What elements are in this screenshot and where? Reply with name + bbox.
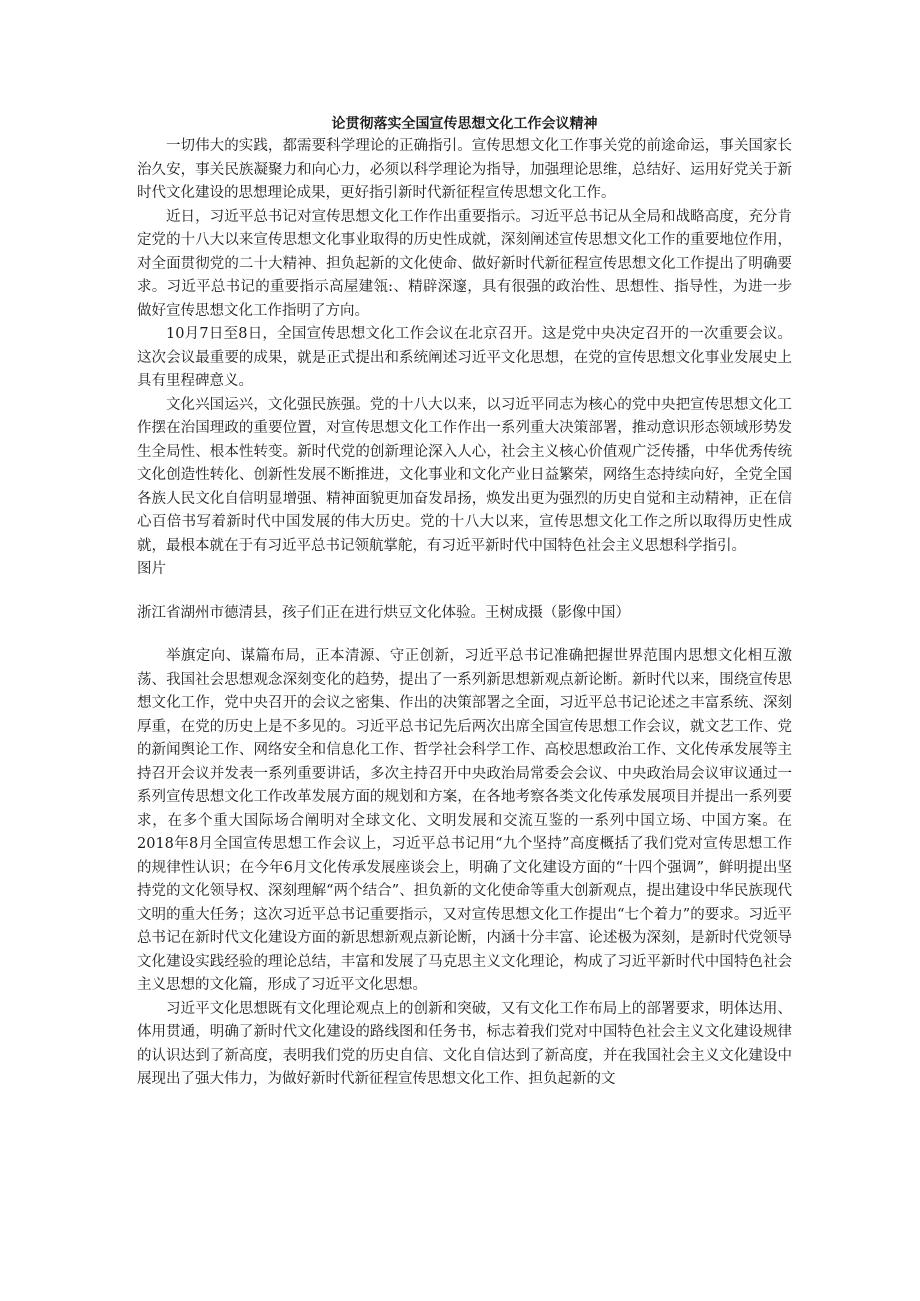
image-caption: 浙江省湖州市德清县，孩子们正在进行烘豆文化体验。王树成摄（影像中国） [137,604,630,621]
paragraph-6: 习近平文化思想既有文化理论观点上的创新和突破，又有文化工作布局上的部署要求，明体达用、体用贯通，明确了新时代文化建设的路线图和任务书，标志着我们党对中国特色社会主义文化建设规律的认识达到了新高度，表明我们党的历史自信、文化自信达到了新高度，并在我国社会主义文化建设中展现出了强大伟力，为做好新时代新征程宣传思想文化工作、担负起新的文 [137,1000,792,1087]
document-title: 论贯彻落实全国宣传思想文化工作会议精神 [331,116,598,132]
document-body [137,113,792,1092]
paragraph-5: 举旗定向、谋篇布局，正本清源、守正创新，习近平总书记准确把握世界范围内思想文化相互激荡、我国社会思想观念深刻变化的趋势，提出了一系列新思想新观点新论断。新时代以来，围绕宣传思想文化工作，党中央召开的会议之密集、作出的决策部署之全面，习近平总书记论述之丰富系统、深刻厚重，在党的历史上是不多见的。习近平总书记先后两次出席全国宣传思想工作会议，就文艺工作、党的新闻舆论工作、网络安全和信息化工作、哲学社会科学工作、高校思想政治工作、文化传承发展等主持召开会议并发表一系列重要讲话，多次主持召开中央政治局常委会会议、中央政治局会议审议通过一系列宣传思想文化工作改革发展方面的规划和方案，在各地考察各类文化传承发展项目并提出一系列要求，在多个重大国际场合阐明对全球文化、文明发展和交流互鉴的一系列中国立场、中国方案。在2018年8月全国宣传思想工作会议上，习近平总书记用“九个坚持”高度概括了我们党对宣传思想工作的规律性认识；在今年6月文化传承发展座谈会上，明确了文化建设方面的“十四个强调”，鲜明提出坚持党的文化领导权、深刻理解“两个结合”、担负新的文化使命等重大创新观点，提出建设中华民族现代文明的重大任务；这次习近平总书记重要指示，又对宣传思想文化工作提出“七个着力”的要求。习近平总书记在新时代文化建设方面的新思想新观点新论断，内涵十分丰富、论述极为深刻，是新时代党领导文化建设实践经验的理论总结，丰富和发展了马克思主义文化理论，构成了习近平新时代中国特色社会主义思想的文化篇，形成了习近平文化思想。 [137,648,792,993]
image-placeholder: 图片 [137,561,166,577]
paragraph-1: 一切伟大的实践，都需要科学理论的正确指引。宣传思想文化工作事关党的前途命运，事关国家长治久安，事关民族凝聚力和向心力，必须以科学理论为指导，加强理论思维，总结好、运用好党关于新时代文化建设的思想理论成果，更好指引新时代新征程宣传思想文化工作。 [137,138,792,201]
paragraph-2: 近日，习近平总书记对宣传思想文化工作作出重要指示。习近平总书记从全局和战略高度，充分肯定党的十八大以来宣传思想文化事业取得的历史性成就，深刻阐述宣传思想文化工作的重要地位作用，对全面贯彻党的二十大精神、担负起新的文化使命、做好新时代新征程宣传思想文化工作提出了明确要求。习近平总书记的重要指示高屋建瓴:、精辟深邃，具有很强的政治性、思想性、指导性，为进一步做好宣传思想文化工作指明了方向。 [137,208,792,319]
paragraph-4: 文化兴国运兴，文化强民族强。党的十八大以来，以习近平同志为核心的党中央把宣传思想文化工作摆在治国理政的重要位置，对宣传思想文化工作作出一系列重大决策部署，推动意识形态领域形势发生全局性、根本性转变。新时代党的创新理论深入人心，社会主义核心价值观广泛传播，中华优秀传统文化创造性转化、创新性发展不断推进，文化事业和文化产业日益繁荣，网络生态持续向好，全党全国各族人民文化自信明显增强、精神面貌更加奋发昂扬，焕发出更为强烈的历史自觉和主动精神，正在信心百倍书写着新时代中国发展的伟大历史。党的十八大以来，宣传思想文化工作之所以取得历史性成就，最根本就在于有习近平总书记领航掌舵，有习近平新时代中国特色社会主义思想科学指引。 [137,396,792,554]
paragraph-3: 10月7日至8日，全国宣传思想文化工作会议在北京召开。这是党中央决定召开的一次重要会议。这次会议最重要的成果，就是正式提出和系统阐述习近平文化思想，在党的宣传思想文化事业发展史上具有里程碑意义。 [137,326,792,389]
